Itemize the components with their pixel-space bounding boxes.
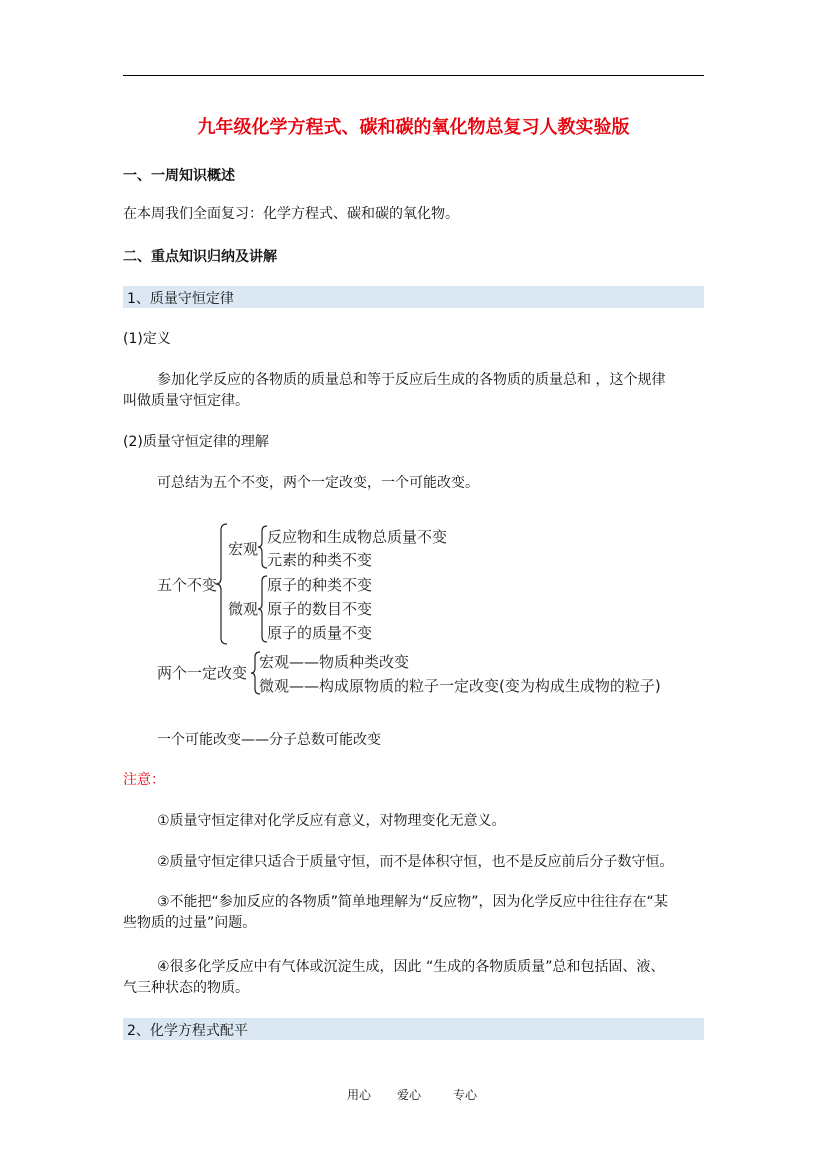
- one-possible-change: 一个可能改变——分子总数可能改变: [157, 732, 381, 748]
- section2-heading: 二、重点知识归纳及讲解: [123, 249, 277, 265]
- top-rule: [123, 75, 704, 76]
- footer-word-2: 爱心: [397, 1088, 422, 1102]
- micro-item-1: 原子的种类不变: [267, 576, 373, 594]
- footer-word-1: 用心: [347, 1088, 372, 1102]
- note-3-line-1: ③不能把“参加反应的各物质”简单地理解为“反应物”，因为化学反应中往往存在“某: [157, 894, 668, 910]
- macro-label: 宏观: [228, 540, 259, 558]
- two-item-2: 微观——构成原物质的粒子一定改变(变为构成生成物的粒子): [259, 677, 661, 695]
- summary-text: 可总结为五个不变，两个一定改变，一个可能改变。: [157, 475, 479, 491]
- micro-item-2: 原子的数目不变: [267, 600, 373, 618]
- section1-heading: 一、一周知识概述: [123, 168, 235, 184]
- subsection-band-2: [123, 1018, 704, 1040]
- footer-word-3: 专心: [453, 1088, 478, 1102]
- note-label: 注意：: [123, 772, 165, 788]
- document-title: 九年级化学方程式、碳和碳的氧化物总复习人教实验版: [197, 117, 630, 138]
- macro-item-1: 反应物和生成物总质量不变: [267, 528, 448, 546]
- definition-line-2: 叫做质量守恒定律。: [123, 393, 249, 409]
- micro-label: 微观: [228, 600, 259, 618]
- note-4-line-1: ④很多化学反应中有气体或沉淀生成，因此 “生成的各物质质量”总和包括固、液、: [157, 959, 665, 975]
- macro-item-2: 元素的种类不变: [267, 551, 373, 569]
- note-2: ②质量守恒定律只适合于质量守恒，而不是体积守恒，也不是反应前后分子数守恒。: [157, 854, 674, 870]
- subsection-title-1: 1、质量守恒定律: [127, 291, 234, 307]
- note-1: ①质量守恒定律对化学反应有意义，对物理变化无意义。: [157, 813, 506, 829]
- definition-line-1: 参加化学反应的各物质的质量总和等于反应后生成的各物质的质量总和 ，这个规律: [157, 372, 666, 388]
- note-3-line-2: 些物质的过量”问题。: [123, 915, 257, 931]
- five-unchanged-label: 五个不变: [157, 576, 218, 594]
- note-4-line-2: 气三种状态的物质。: [123, 980, 249, 996]
- two-item-1: 宏观——物质种类改变: [259, 653, 410, 671]
- definition-heading: (1)定义: [123, 331, 171, 347]
- subsection-band-1: [123, 286, 704, 308]
- two-changed-label: 两个一定改变: [157, 664, 248, 682]
- section1-text: 在本周我们全面复习：化学方程式、碳和碳的氧化物。: [123, 206, 459, 222]
- subsection-title-2: 2、化学方程式配平: [127, 1023, 248, 1039]
- micro-item-3: 原子的质量不变: [267, 624, 373, 642]
- understanding-heading: (2)质量守恒定律的理解: [123, 434, 269, 450]
